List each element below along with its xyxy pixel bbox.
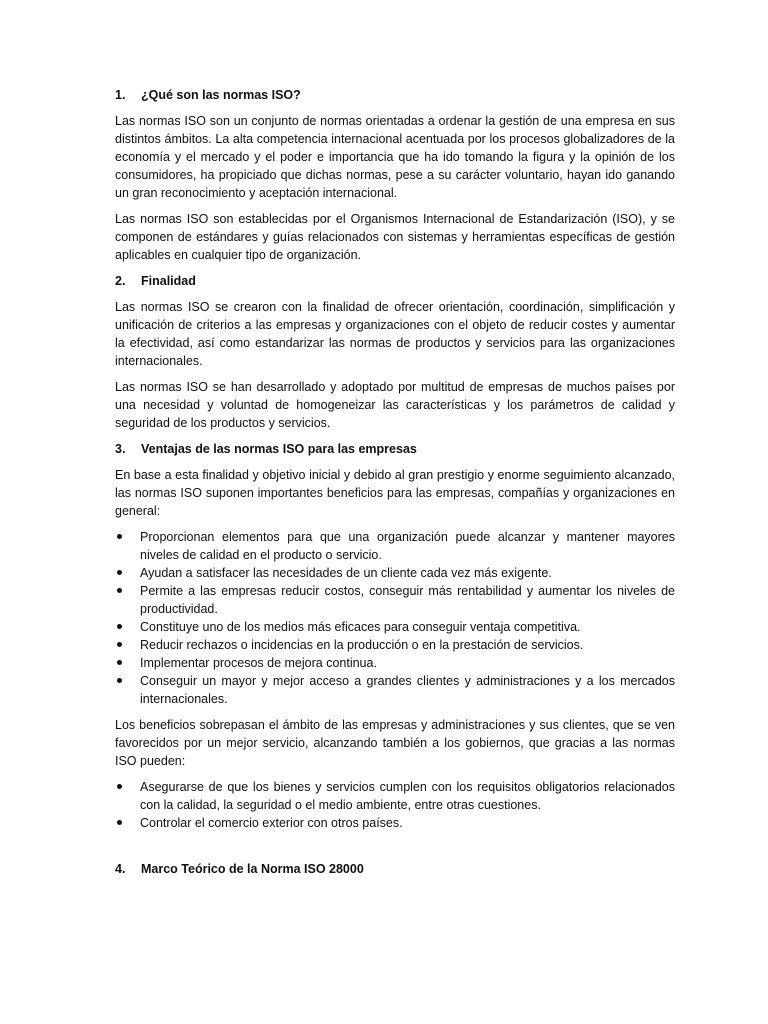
section-number: 1.: [115, 88, 126, 102]
paragraph: En base a esta finalidad y objetivo inicial y debido al gran prestigio y enorme seguimiento alcanzado, las normas ISO suponen importantes beneficios para las empresas, compañías y organizaciones en general:: [115, 468, 675, 518]
section-number: 2.: [115, 274, 126, 288]
benefits-list: [115, 528, 675, 708]
paragraph: Las normas ISO se crearon con la finalidad de ofrecer orientación, coordinación, simplificación y unificación de criterios a las empresas y organizaciones con el objeto de reducir costes y aumentar la efectividad, así como estandarizar las normas de productos y servicios para las organizaciones internacionales.: [115, 300, 675, 368]
paragraph: Los beneficios sobrepasan el ámbito de las empresas y administraciones y sus clientes, que se ven favorecidos por un mejor servicio, alcanzando también a los gobiernos, que gracias a las normas ISO pueden:: [115, 718, 675, 768]
paragraph: Las normas ISO son un conjunto de normas orientadas a ordenar la gestión de una empresa en sus distintos ámbitos. La alta competencia internacional acentuada por los procesos globalizadores de la economía y el mercado y el poder e importancia que ha ido tomando la figura y la opinión de los consumidores, ha propiciado que dichas normas, pese a su carácter voluntario, hayan ido ganando un gran reconocimiento y aceptación internacional.: [115, 114, 675, 200]
spacer: [115, 840, 675, 860]
paragraph: Las normas ISO son establecidas por el Organismos Internacional de Estandarización (ISO), y se componen de estándares y guías relacionados con sistemas y herramientas específicas de gestión aplicables en cualquier tipo de organización.: [115, 212, 675, 262]
list-item: Controlar el comercio exterior con otros países.: [115, 814, 675, 832]
section-heading-2: [115, 272, 675, 290]
section-heading-4: [115, 860, 675, 878]
list-item: Conseguir un mayor y mejor acceso a grandes clientes y administraciones y a los mercados internacionales.: [115, 672, 675, 708]
list-item: Constituye uno de los medios más eficaces para conseguir ventaja competitiva.: [115, 618, 675, 636]
section-title: ¿Qué son las normas ISO?: [141, 88, 301, 102]
section-number: 4.: [115, 862, 126, 876]
paragraph: Las normas ISO se han desarrollado y adoptado por multitud de empresas de muchos países por una necesidad y voluntad de homogeneizar las características y los parámetros de calidad y seguridad de los productos y servicios.: [115, 380, 675, 430]
list-item: Proporcionan elementos para que una organización puede alcanzar y mantener mayores niveles de calidad en el producto o servicio.: [115, 528, 675, 564]
section-title: Ventajas de las normas ISO para las empresas: [141, 442, 417, 456]
government-benefits-list: [115, 778, 675, 832]
section-heading-3: [115, 440, 675, 458]
section-heading-1: [115, 86, 675, 104]
section-title: Finalidad: [141, 274, 196, 288]
section-title: Marco Teórico de la Norma ISO 28000: [141, 862, 364, 876]
section-number: 3.: [115, 442, 126, 456]
list-item: Asegurarse de que los bienes y servicios cumplen con los requisitos obligatorios relacionados con la calidad, la seguridad o el medio ambiente, entre otras cuestiones.: [115, 778, 675, 814]
list-item: Ayudan a satisfacer las necesidades de un cliente cada vez más exigente.: [115, 564, 675, 582]
list-item: Implementar procesos de mejora continua.: [115, 654, 675, 672]
list-item: Reducir rechazos o incidencias en la producción o en la prestación de servicios.: [115, 636, 675, 654]
list-item: Permite a las empresas reducir costos, conseguir más rentabilidad y aumentar los niveles de productividad.: [115, 582, 675, 618]
